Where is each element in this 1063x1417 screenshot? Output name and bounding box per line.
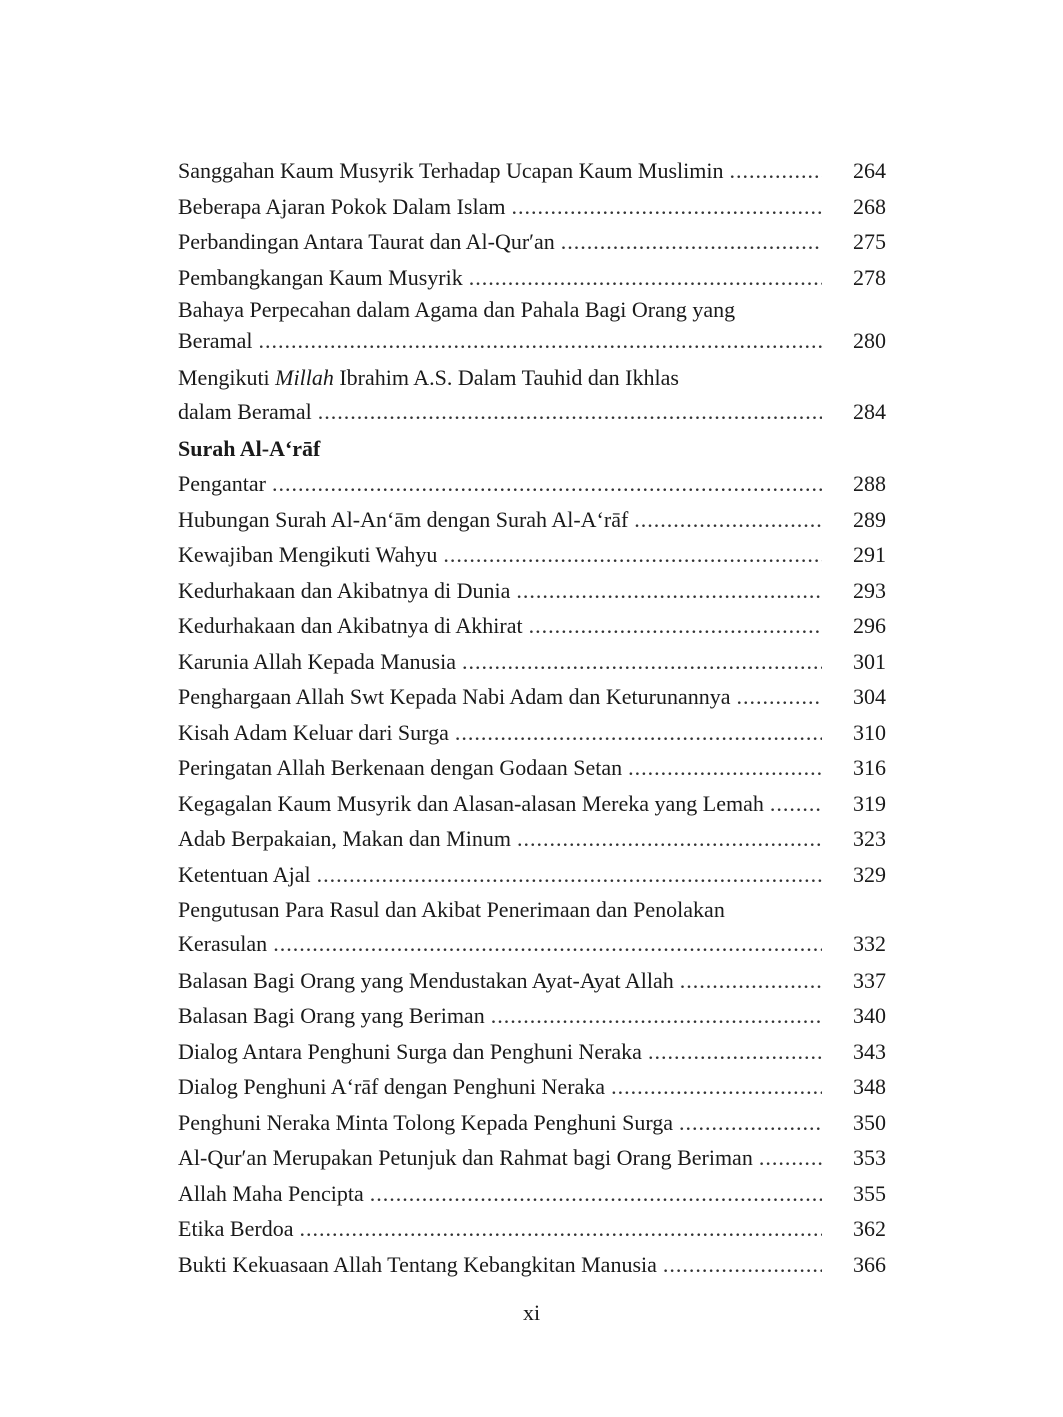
toc-entry-title: Balasan Bagi Orang yang Mendustakan Ayat-Ayat Allah <box>178 967 674 993</box>
dot-leader <box>611 1069 822 1105</box>
toc-entry <box>178 786 886 822</box>
toc-entry-title-line1: Pengutusan Para Rasul dan Akibat Penerimaan dan Penolakan <box>178 897 725 922</box>
toc-entry-multiline <box>178 295 886 360</box>
toc-entry-line2 <box>178 396 886 431</box>
dot-leader <box>737 679 822 715</box>
toc-entry-title: Kedurhakaan dan Akibatnya di Dunia <box>178 577 511 603</box>
toc-entry-title: Kegagalan Kaum Musyrik dan Alasan-alasan Mereka yang Lemah <box>178 790 764 816</box>
toc-entry <box>178 1069 886 1105</box>
dot-leader <box>511 189 822 225</box>
toc-entry-title: Karunia Allah Kepada Manusia <box>178 648 456 674</box>
dot-leader <box>259 325 822 357</box>
toc-entry-title: Hubungan Surah Al-An‘ām dengan Surah Al-A‘rāf <box>178 506 629 532</box>
toc-entry <box>178 998 886 1034</box>
toc-entry-page: 310 <box>853 719 886 745</box>
toc-entry-title: Adab Berpakaian, Makan dan Minum <box>178 826 511 851</box>
toc-entry-page: 323 <box>853 826 886 851</box>
toc-entry-page: 293 <box>853 577 886 603</box>
toc-entry-title: Bukti Kekuasaan Allah Tentang Kebangkitan Manusia <box>178 1251 657 1277</box>
toc-entry <box>178 1105 886 1141</box>
toc-entry <box>178 1034 886 1070</box>
toc-entry-title-pre: Mengikuti <box>178 365 276 390</box>
dot-leader <box>491 998 822 1034</box>
toc-entry-title: Balasan Bagi Orang yang Beriman <box>178 1003 485 1028</box>
dot-leader <box>663 1247 822 1283</box>
toc-entry-page: 343 <box>853 1038 886 1064</box>
toc-entry-title-line2: dalam Beramal <box>178 398 312 424</box>
toc-entry-page: 362 <box>853 1216 886 1241</box>
toc-entry-title-line1: Bahaya Perpecahan dalam Agama dan Pahala Bagi Orang yang <box>178 297 736 322</box>
page-number: xi <box>522 1300 541 1325</box>
toc-entry-page: 348 <box>853 1074 886 1099</box>
toc-entry-page: 289 <box>853 506 886 532</box>
toc-entry-title-line2: Beramal <box>178 328 253 353</box>
toc-entry-title-post: Ibrahim A.S. Dalam Tauhid dan Ikhlas <box>333 365 679 390</box>
toc-entry-title: Peringatan Allah Berkenaan dengan Godaan Setan <box>178 755 623 780</box>
dot-leader <box>648 1034 822 1070</box>
toc-entry-line2 <box>178 928 886 963</box>
toc-entry <box>178 963 886 999</box>
toc-entry <box>178 466 886 502</box>
toc-entry-page: 329 <box>853 861 886 887</box>
toc-entry-title: Dialog Antara Penghuni Surga dan Penghuni Neraka <box>178 1038 642 1064</box>
toc-entry-page: 355 <box>853 1180 886 1206</box>
dot-leader <box>370 1176 822 1212</box>
toc-entry-title: Penghuni Neraka Minta Tolong Kepada Penghuni Surga <box>178 1109 674 1135</box>
dot-leader <box>516 573 822 609</box>
toc-entry <box>178 153 886 189</box>
toc-entry-title: Allah Maha Pencipta <box>178 1180 364 1206</box>
dot-leader <box>770 786 822 822</box>
toc-entry-title: Ketentuan Ajal <box>178 861 311 887</box>
toc-entry <box>178 1140 886 1176</box>
toc-entry-page: 332 <box>853 930 886 956</box>
toc-entry-page: 316 <box>853 755 886 780</box>
dot-leader <box>679 1105 822 1141</box>
toc-entry-page: 296 <box>853 613 886 638</box>
dot-leader <box>628 750 822 786</box>
toc-entry-title: Beberapa Ajaran Pokok Dalam Islam <box>178 193 506 219</box>
toc-entry-multiline <box>178 892 886 963</box>
toc-entry <box>178 1247 886 1283</box>
dot-leader <box>272 466 822 502</box>
toc-entry-title: Dialog Penghuni A‘rāf dengan Penghuni Neraka <box>178 1074 606 1099</box>
toc-entry-page: 350 <box>853 1109 886 1135</box>
dot-leader <box>455 715 822 751</box>
toc-entry-title: Pembangkangan Kaum Musyrik <box>178 264 463 290</box>
toc-entry-page: 268 <box>853 193 886 219</box>
dot-leader <box>318 396 822 428</box>
toc-entry-multiline <box>178 360 886 431</box>
toc-entry-title: Pengantar <box>178 471 266 496</box>
toc-entry-page: 340 <box>853 1003 886 1028</box>
toc-entry <box>178 573 886 609</box>
dot-leader <box>443 537 822 573</box>
toc-entry-page: 278 <box>853 264 886 290</box>
toc-entry-page: 264 <box>853 158 886 183</box>
toc-entry <box>178 1176 886 1212</box>
toc-entry <box>178 679 886 715</box>
toc-entry <box>178 224 886 260</box>
toc-entry-title: Perbandingan Antara Taurat dan Al-Qur′an <box>178 229 555 254</box>
dot-leader <box>469 260 822 296</box>
toc-entry-title: Kisah Adam Keluar dari Surga <box>178 719 449 745</box>
toc-entry-title: Kedurhakaan dan Akibatnya di Akhirat <box>178 613 523 638</box>
table-of-contents <box>178 153 886 1282</box>
toc-entry <box>178 608 886 644</box>
dot-leader <box>730 153 823 189</box>
toc-entry <box>178 750 886 786</box>
toc-entry-page: 301 <box>853 648 886 674</box>
toc-entry <box>178 821 886 857</box>
toc-entry-title: Al-Qur′an Merupakan Petunjuk dan Rahmat bagi Orang Beriman <box>178 1145 753 1170</box>
toc-entry <box>178 1211 886 1247</box>
toc-entry-page: 291 <box>853 542 886 567</box>
section-heading: Surah Al-A‘rāf <box>178 435 321 461</box>
toc-entry <box>178 644 886 680</box>
toc-entry-title: Sanggahan Kaum Musyrik Terhadap Ucapan Kaum Muslimin <box>178 158 724 183</box>
toc-entry <box>178 260 886 296</box>
dot-leader <box>634 502 822 538</box>
toc-entry-title: Etika Berdoa <box>178 1216 294 1241</box>
dot-leader <box>529 608 822 644</box>
toc-entry-page: 288 <box>853 471 886 496</box>
dot-leader <box>317 857 822 893</box>
toc-entry-line2 <box>178 325 886 360</box>
toc-entry <box>178 715 886 751</box>
toc-entry-page: 284 <box>853 398 886 424</box>
toc-entry-page: 366 <box>853 1251 886 1277</box>
dot-leader <box>299 1211 822 1247</box>
toc-entry-title-line1 <box>178 360 886 396</box>
toc-entry-page: 353 <box>853 1145 886 1170</box>
toc-entry-page: 304 <box>853 684 886 709</box>
toc-entry-page: 337 <box>853 967 886 993</box>
dot-leader <box>759 1140 822 1176</box>
toc-entry <box>178 189 886 225</box>
toc-entry <box>178 502 886 538</box>
dot-leader <box>273 928 822 960</box>
toc-entry-title-line2: Kerasulan <box>178 930 268 956</box>
toc-entry-page: 319 <box>853 790 886 816</box>
toc-entry-title: Kewajiban Mengikuti Wahyu <box>178 542 438 567</box>
toc-entry <box>178 857 886 893</box>
toc-entry-page: 280 <box>853 328 886 353</box>
dot-leader <box>561 224 822 260</box>
dot-leader <box>517 821 822 857</box>
dot-leader <box>680 963 822 999</box>
toc-entry-title-italic: Millah <box>275 365 334 390</box>
toc-entry-title: Penghargaan Allah Swt Kepada Nabi Adam dan Keturunannya <box>178 684 731 709</box>
dot-leader <box>462 644 822 680</box>
toc-entry-page: 275 <box>853 229 886 254</box>
toc-entry <box>178 537 886 573</box>
